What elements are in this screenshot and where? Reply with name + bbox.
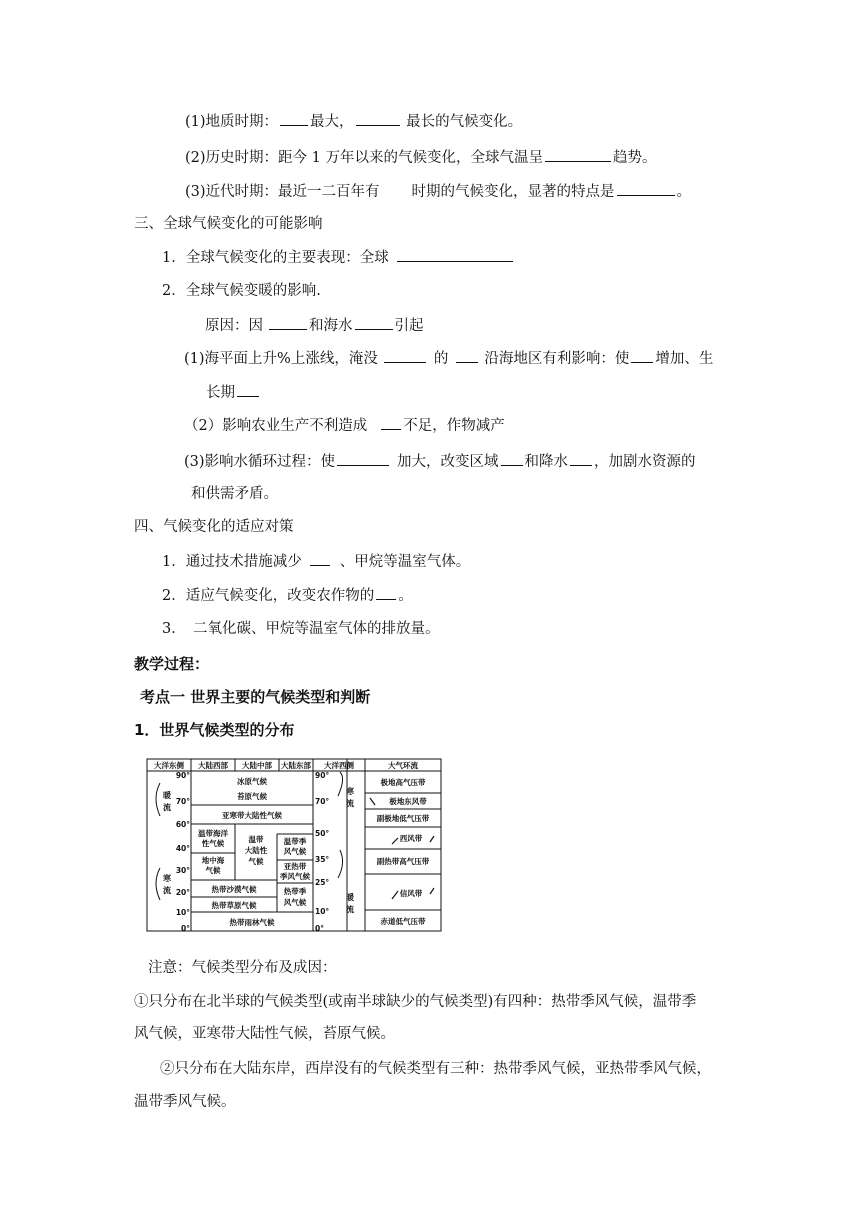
climate-rainforest: 热带雨林气候 <box>229 918 275 927</box>
note2-line2: 温带季风气候。 <box>134 1094 236 1110</box>
climate-temp-marine: 性气候 <box>201 839 225 848</box>
climate-temp-marine: 温带海洋 <box>198 829 228 838</box>
warm-current-left: 暖 <box>163 791 171 800</box>
blank <box>570 451 592 466</box>
sub3-line-cont: 和供需矛盾。 <box>191 486 278 502</box>
climate-ice: 冰原气候 <box>237 777 267 786</box>
cause-line: 原因：因 和海水 引起 <box>205 315 424 336</box>
lat-left: 20° <box>175 888 190 897</box>
blank <box>269 315 307 330</box>
sub1-line-cont: 长期 <box>206 382 261 403</box>
lat-left: 90° <box>175 771 190 780</box>
lat-left: 60° <box>175 820 190 829</box>
warm-current-right: 暖 <box>346 893 354 902</box>
section3-p1: 1．全球气候变化的主要表现：全球 <box>162 247 515 268</box>
circ-westerlies: 西风带 <box>399 834 423 843</box>
blank <box>397 247 513 262</box>
climate-savanna: 热带草原气候 <box>211 901 257 910</box>
warm-current-right: 流 <box>346 905 354 914</box>
lat-right: 70° <box>315 797 330 806</box>
climate-trop-monsoon: 热带季 <box>283 887 307 896</box>
climate-temp-continental: 气候 <box>248 857 264 866</box>
circ-subpolar-low: 副极地低气压带 <box>376 814 430 823</box>
climate-diagram <box>146 758 442 936</box>
process-heading: 教学过程： <box>134 655 210 673</box>
climate-subarctic: 亚寒带大陆性气候 <box>222 811 282 820</box>
subtopic-heading: 1．世界气候类型的分布 <box>134 721 295 739</box>
blank <box>456 348 478 363</box>
climate-tundra: 苔原气候 <box>237 792 267 801</box>
header-continent-east: 大陆东部 <box>281 761 311 770</box>
climate-subtrop-monsoon: 季风气候 <box>280 872 310 881</box>
header-ocean-west: 大洋西侧 <box>324 761 354 770</box>
climate-mediterranean: 地中海 <box>201 856 225 865</box>
lat-left: 0° <box>181 924 190 933</box>
lat-left: 40° <box>175 844 190 853</box>
section4-heading: 四、气候变化的适应对策 <box>134 519 294 535</box>
blank <box>631 348 653 363</box>
blank <box>337 451 389 466</box>
header-ocean-east: 大洋东侧 <box>154 761 184 770</box>
sub2-line: （2）影响农业生产不利造成 不足，作物减产 <box>184 415 505 436</box>
climate-distribution-figure <box>146 758 442 936</box>
climate-trop-monsoon: 风气候 <box>283 898 307 907</box>
lat-right: 25° <box>315 878 330 887</box>
cold-current-left: 流 <box>163 886 171 895</box>
modern-period-line: (3)近代时期：最近一二百年有 时期的气候变化，显著的特点是 。 <box>185 181 691 202</box>
sub1-line: (1)海平面上升%上涨线，淹没 的 沿海地区有利影响：使 增加、生 <box>184 348 713 369</box>
blank <box>356 111 400 126</box>
climate-trop-desert: 热带沙漠气候 <box>211 885 257 894</box>
section3-p2: 2．全球气候变暖的影响. <box>162 283 321 299</box>
circ-polar-easterlies: 极地东风带 <box>389 797 427 806</box>
climate-temp-continental: 温带 <box>248 835 264 844</box>
warm-current-left: 流 <box>163 803 171 812</box>
historic-period-line: (2)历史时期：距今 1 万年以来的气候变化，全球气温呈 趋势。 <box>185 147 656 168</box>
lat-right: 50° <box>315 829 330 838</box>
blank <box>376 585 396 600</box>
section4-p2: 2．适应气候变化，改变农作物的 。 <box>162 585 413 606</box>
lat-right: 0° <box>315 924 324 933</box>
blank <box>381 415 401 430</box>
note2-line1: ②只分布在大陆东岸，西岸没有的气候类型有三种：热带季风气候，亚热带季风气候， <box>160 1061 711 1077</box>
lat-left: 10° <box>175 908 190 917</box>
sub3-line: (3)影响水循环过程：使 加大，改变区域 和降水 ，加剧水资源的 <box>184 451 696 472</box>
section4-p1: 1．通过技术措施减少 、甲烷等温室气体。 <box>162 551 470 572</box>
section3-heading: 三、全球气候变化的可能影响 <box>134 216 323 232</box>
note1-line2: 风气候，亚寒带大陆性气候，苔原气候。 <box>134 1026 395 1042</box>
lat-left: 70° <box>175 797 190 806</box>
circ-subtropical-high: 副热带高气压带 <box>376 857 430 866</box>
circ-equatorial-low: 赤道低气压带 <box>380 917 426 926</box>
blank <box>545 147 611 162</box>
climate-subtrop-monsoon: 亚热带 <box>283 862 307 871</box>
climate-temp-monsoon: 温带季 <box>283 837 307 846</box>
blank <box>355 315 393 330</box>
cold-current-right: 流 <box>346 799 354 808</box>
lat-left: 30° <box>175 866 190 875</box>
climate-temp-continental: 大陆性 <box>244 846 268 855</box>
blank <box>501 451 523 466</box>
blank <box>384 348 426 363</box>
lat-right: 35° <box>315 855 330 864</box>
cold-current-right: 寒 <box>346 787 354 796</box>
header-circulation: 大气环流 <box>388 761 418 770</box>
topic-heading: 考点一 世界主要的气候类型和判断 <box>140 688 371 706</box>
circ-polar-high: 极地高气压带 <box>380 778 426 787</box>
header-continent-center: 大陆中部 <box>242 761 272 770</box>
lat-right: 90° <box>315 771 330 780</box>
notes-title: 注意：气候类型分布及成因： <box>148 960 337 976</box>
cold-current-left: 寒 <box>163 874 171 883</box>
climate-temp-monsoon: 风气候 <box>283 847 307 856</box>
circ-trade-winds: 信风带 <box>399 889 423 898</box>
climate-mediterranean: 气候 <box>205 866 221 875</box>
blank <box>310 551 330 566</box>
section4-p3: 3． 二氧化碳、甲烷等温室气体的排放量。 <box>162 621 440 637</box>
note1-line1: ①只分布在北半球的气候类型(或南半球缺少的气候类型)有四种：热带季风气候，温带季 <box>134 994 697 1010</box>
blank <box>617 181 675 196</box>
geologic-period-line: (1)地质时期： 最大， 最长的气候变化。 <box>185 111 522 132</box>
lat-right: 10° <box>315 907 330 916</box>
blank <box>280 111 308 126</box>
blank <box>237 382 259 397</box>
header-continent-west: 大陆西部 <box>198 761 228 770</box>
